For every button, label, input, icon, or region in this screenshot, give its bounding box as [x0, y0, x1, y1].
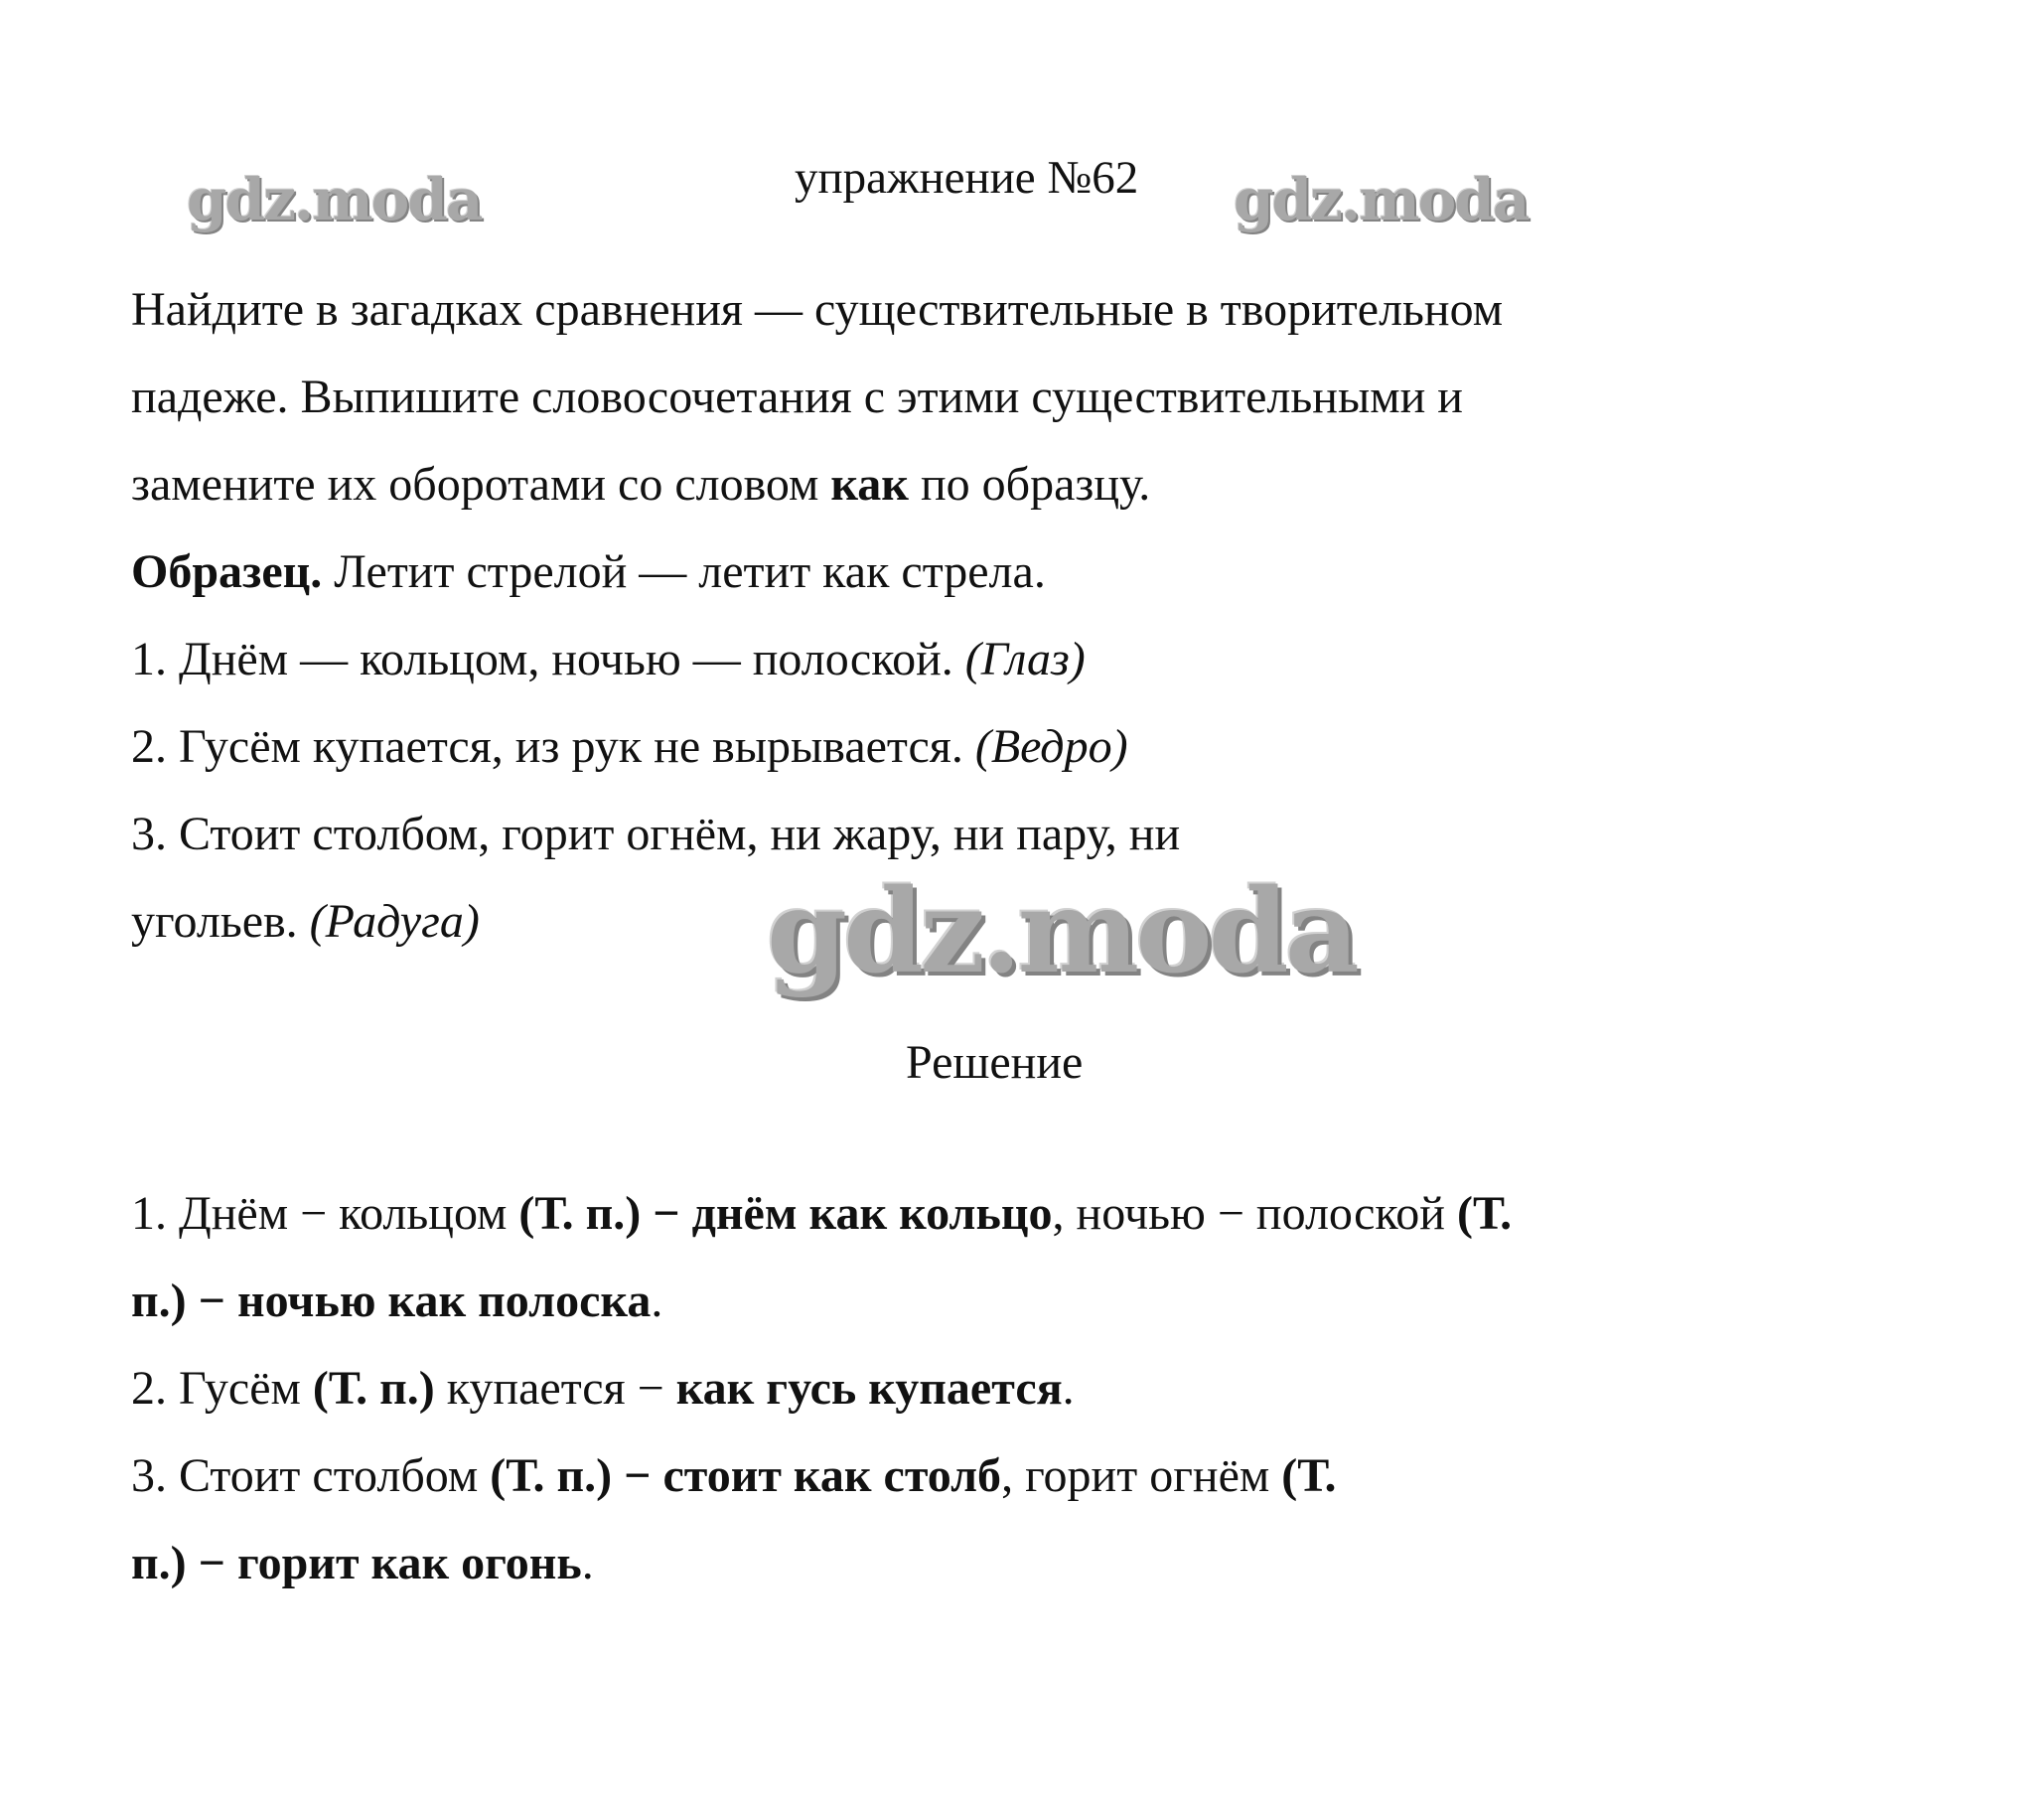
solution-line — [131, 1538, 594, 1590]
solution-line — [131, 1188, 1512, 1241]
task-text: по образцу. — [908, 458, 1151, 511]
sample-text: Летит стрелой — летит как стрела. — [322, 545, 1046, 598]
riddle-line: 3. Стоит столбом, горит огнём, ни жару, ни пару, ни — [131, 808, 1181, 860]
sample-label: Образец. — [131, 545, 323, 598]
solution-bold: (Т. п.) − стоит как столб — [490, 1449, 1002, 1502]
solution-text: . — [1062, 1362, 1075, 1415]
exercise-heading: упражнение №62 — [795, 152, 1139, 204]
solution-bold: (Т. — [1281, 1449, 1337, 1502]
solution-text: . — [581, 1537, 594, 1589]
solution-text: 3. Стоит столбом — [131, 1449, 491, 1502]
riddle-text: угольев. — [131, 895, 310, 948]
solution-text: . — [651, 1275, 663, 1327]
solution-bold: (Т. п.) — [312, 1362, 435, 1415]
solution-line — [131, 1450, 1336, 1503]
riddle-line — [131, 634, 1086, 686]
solution-text: купается − — [434, 1362, 676, 1415]
watermark-logo: gdz.moda — [187, 166, 482, 233]
riddle-answer: (Ведро) — [974, 720, 1128, 773]
riddle-line — [131, 721, 1128, 774]
sample-line — [131, 546, 1046, 599]
solution-text: 2. Гусём — [131, 1362, 313, 1415]
solution-bold: п.) − ночью как полоска — [131, 1275, 652, 1327]
riddle-answer: (Глаз) — [964, 633, 1086, 685]
task-text-line: падеже. Выпишите словосочетания с этими существительными и — [131, 371, 1463, 423]
solution-bold: (Т. п.) − днём как кольцо — [518, 1187, 1053, 1240]
watermark-logo: gdz.moda — [1234, 166, 1529, 233]
watermark-logo: gdz.moda — [767, 864, 1356, 999]
keyword-kak: как — [830, 458, 909, 511]
riddle-text: 1. Днём — кольцом, ночью — полоской. — [131, 633, 965, 685]
riddle-text: 2. Гусём купается, из рук не вырывается. — [131, 720, 975, 773]
solution-line — [131, 1276, 662, 1328]
solution-line — [131, 1363, 1075, 1416]
solution-text: 1. Днём − кольцом — [131, 1187, 519, 1240]
solution-text: , горит огнём — [1001, 1449, 1282, 1502]
solution-text: , ночью − полоской — [1052, 1187, 1457, 1240]
solution-title: Решение — [906, 1036, 1084, 1089]
solution-bold: как гусь купается — [675, 1362, 1063, 1415]
task-text-line: Найдите в загадках сравнения — существительные в творительном — [131, 283, 1504, 336]
task-text-line — [131, 459, 1150, 512]
solution-bold: п.) − горит как огонь — [131, 1537, 582, 1589]
solution-bold: (Т. — [1456, 1187, 1513, 1240]
task-text: замените их оборотами со словом — [131, 458, 831, 511]
riddle-line — [131, 896, 480, 949]
riddle-answer: (Радуга) — [309, 895, 480, 948]
